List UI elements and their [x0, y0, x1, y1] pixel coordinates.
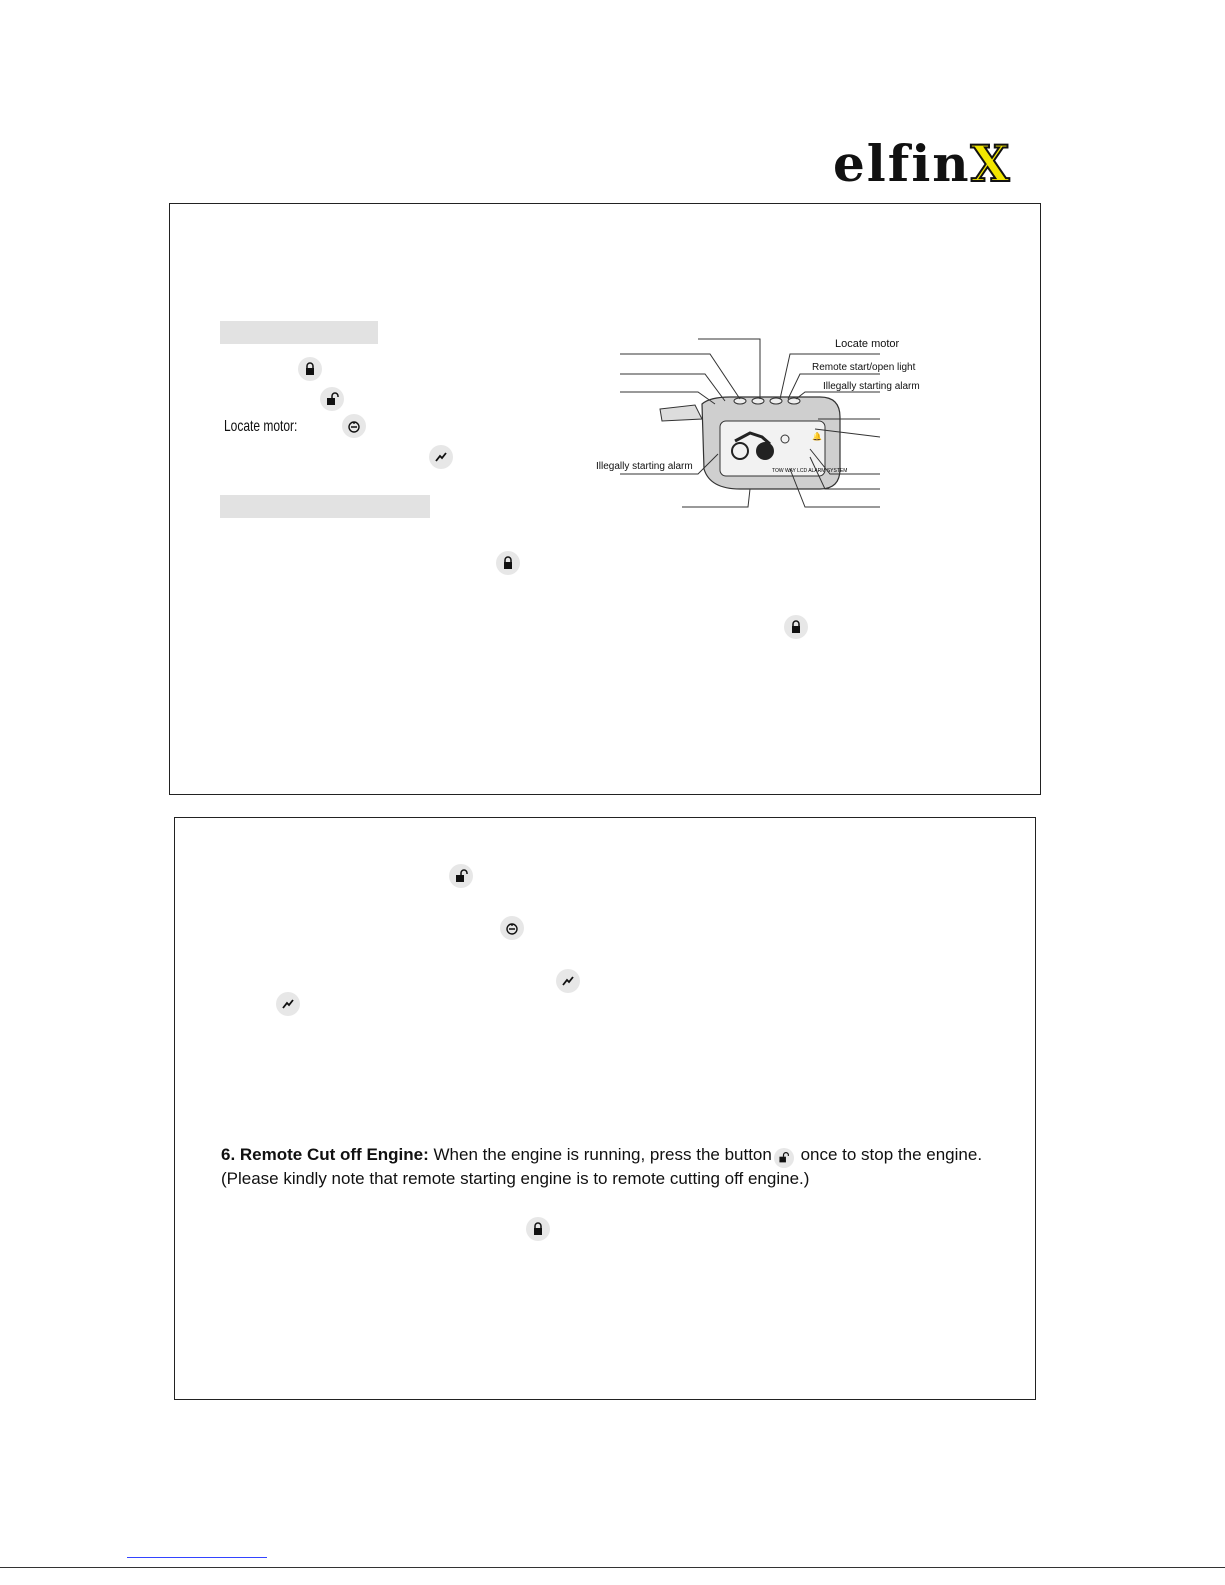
section-text: When the engine is running, press the button — [428, 1145, 772, 1164]
section-heading: 6. Remote Cut off Engine: — [221, 1145, 429, 1164]
remote-functions-panel — [169, 203, 1041, 795]
svg-text:🔔: 🔔 — [812, 432, 822, 441]
section-note: (Please kindly note that remote starting engine is to remote cutting off engine.) — [221, 1168, 810, 1188]
lock-icon — [298, 357, 322, 381]
logo-accent: X — [970, 134, 1012, 193]
section-header-bar — [220, 321, 378, 344]
lock-icon — [784, 615, 808, 639]
logo-text: elfin — [833, 134, 971, 193]
device-caption: TOW WAY LCD ALARM SYSTEM — [772, 468, 848, 474]
footer-divider — [0, 1567, 1225, 1568]
brand-logo — [833, 134, 1055, 193]
locate-icon — [342, 414, 366, 438]
lightning-icon — [556, 969, 580, 993]
section-header-bar — [220, 495, 430, 518]
unlock-icon — [449, 864, 473, 888]
lock-icon — [526, 1217, 550, 1241]
operation-panel — [174, 817, 1036, 1400]
section-text-end: once to stop the engine. — [795, 1145, 983, 1164]
remote-cut-off-paragraph — [221, 1144, 1021, 1190]
remote-control-diagram — [590, 329, 930, 509]
locate-icon — [500, 916, 524, 940]
locate-motor-label: Locate motor: — [224, 418, 298, 435]
unlock-icon — [774, 1148, 794, 1168]
remote-drawing — [590, 329, 930, 509]
label-locate-motor: Locate motor — [835, 338, 900, 350]
label-remote-start: Remote start/open light — [812, 362, 916, 373]
unlock-icon — [320, 387, 344, 411]
footer-link-underline[interactable] — [127, 1557, 267, 1558]
lock-icon — [496, 551, 520, 575]
label-illegal-start-top: Illegally starting alarm — [823, 381, 920, 392]
lightning-icon — [429, 445, 453, 469]
label-illegal-start-left: Illegally starting alarm — [596, 461, 693, 472]
lightning-icon — [276, 992, 300, 1016]
